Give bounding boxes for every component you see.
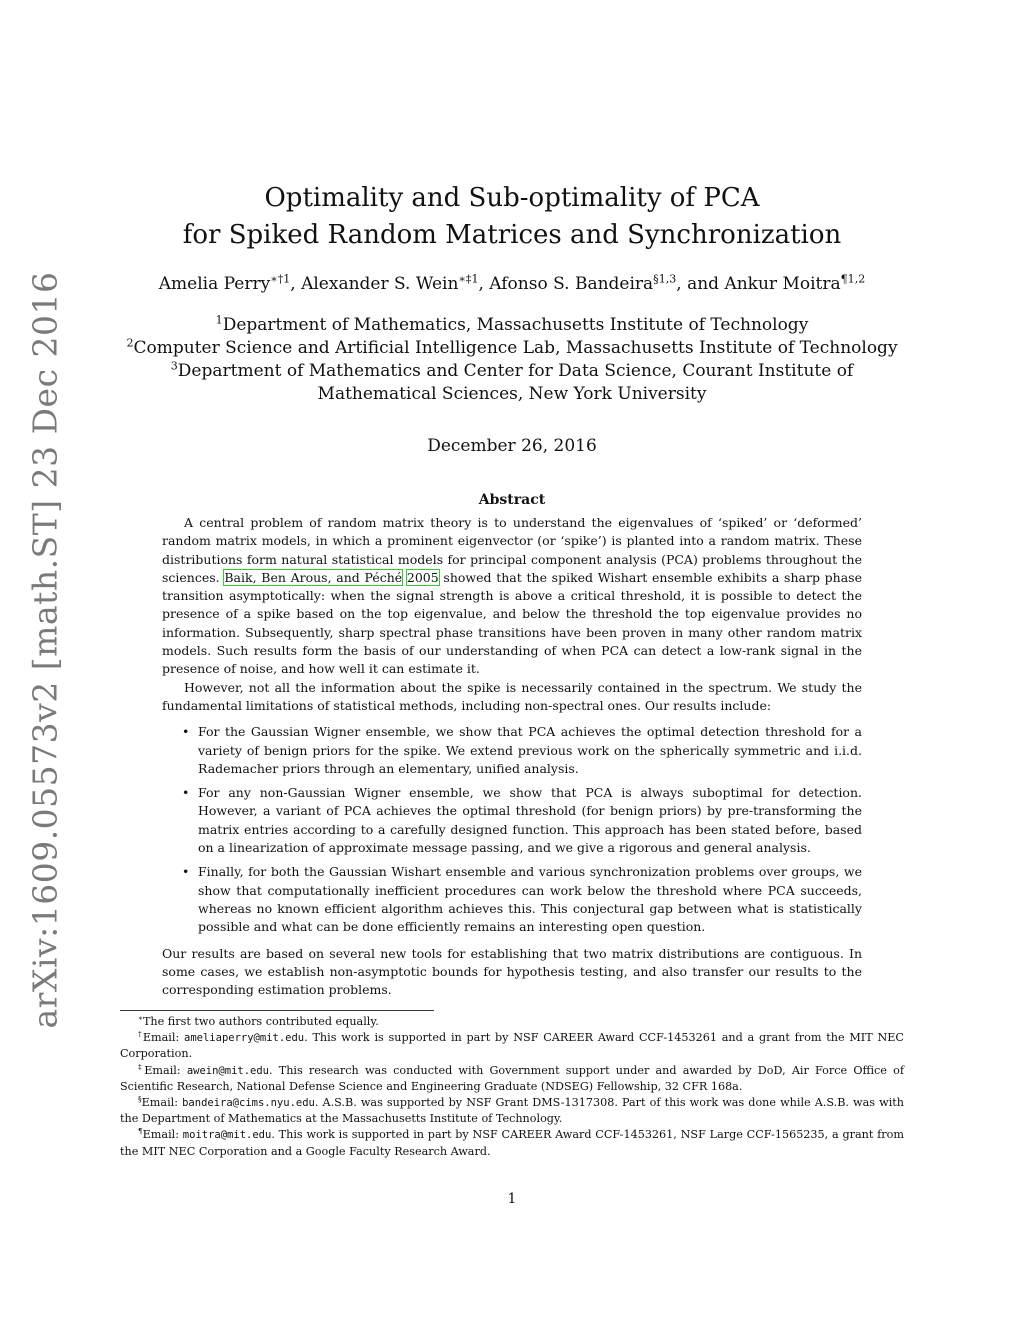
bullet-icon: •: [182, 864, 190, 880]
footnote: [120, 1127, 904, 1159]
footnote-text: Email:: [142, 1031, 185, 1045]
email-address: awein@mit.edu: [186, 1064, 270, 1077]
footnote: [120, 1030, 904, 1062]
abstract-paragraph: However, not all the information about the spike is necessarily contained in the spectrum. We study the fundamental limitations of statistical methods, including non-spectral ones. Our results include:: [162, 679, 862, 713]
title-line-1: Optimality and Sub-optimality of PCA: [264, 183, 760, 213]
affiliation-list: [0, 314, 1024, 406]
list-item: [182, 784, 862, 857]
citation-year-link[interactable]: 2005: [406, 569, 439, 585]
footnote-text: . A.S.B. was supported by NSF Grant DMS-1317308. Part of this work was done while A.S.B. was with the Department of Mathematics at the Massachusetts Institute of Technology.: [120, 1096, 904, 1126]
footnote-text: . This research was conducted with Government support under and awarded by DoD, Air Force Office of Scientific Research, National Defense Science and Engineering Graduate (NDSEG) Fellowship, 32 CFR 168a.: [120, 1063, 904, 1093]
footnote-text: . This work is supported in part by NSF CAREER Award CCF-1453261, NSF Large CCF-1565235, a grant from the MIT NEC Corporation and a Google Faculty Research Award.: [120, 1128, 904, 1158]
list-item-text: For the Gaussian Wigner ensemble, we show that PCA achieves the optimal detection threshold for a variety of benign priors for the spike. We extend previous work on the spherically symmetric and i.i.d. Rademacher priors through an elementary, unified analysis.: [198, 724, 862, 776]
email-address: bandeira@cims.nyu.edu: [182, 1097, 315, 1110]
list-item-text: For any non-Gaussian Wigner ensemble, we show that PCA is always suboptimal for detection. However, a variant of PCA achieves the optimal threshold (for benign priors) by pre-transforming the matrix entries according to a carefully designed function. This approach has been stated before, based on a linearization of approximate message passing, and we give a rigorous and general analysis.: [198, 785, 862, 856]
list-item: [182, 723, 862, 778]
footnote-mark: †: [138, 1029, 143, 1039]
bullet-icon: •: [182, 785, 190, 801]
affiliation-text: Mathematical Sciences, New York University: [317, 384, 707, 404]
author-marks: §1,3: [653, 272, 677, 286]
abstract-text: showed that the spiked Wishart ensemble exhibits a sharp phase transition asymptotically: when the signal strength is above a critical threshold, it is possible to detect the presence of a spike based on the top eigenvalue, and below the threshold the top eigenvalue provides no information. Subsequently, sharp spectral phase transitions have been proven in many other random matrix models. Such results form the basis of our understanding of when PCA can detect a low-rank signal in the presence of noise, and how well it can estimate it.: [162, 569, 862, 677]
results-list: [162, 723, 862, 936]
footnote-text: Email:: [141, 1096, 183, 1110]
affiliation-number: 2: [126, 336, 134, 350]
abstract-paragraph: [162, 514, 862, 679]
author-separator: , and: [676, 274, 725, 294]
abstract-heading: Abstract: [478, 492, 546, 508]
affiliation-number: 1: [215, 313, 223, 327]
abstract-text: A central problem of random matrix theory is to understand the eigenvalues of ‘spiked’ or ‘deformed’ random matrix models, in which a prominent eigenvector (or ‘spike’) is planted into a random matrix. These distributions form natural statistical models for principal component analysis (PCA) problems throughout the sciences.: [162, 515, 862, 585]
footnote-text: . This work is supported in part by NSF CAREER Award CCF-1453261 and a grant from the MIT NEC Corporation.: [120, 1031, 904, 1061]
footnote: [120, 1095, 904, 1127]
author-marks: ¶1,2: [840, 272, 866, 286]
author-list: [0, 274, 1024, 294]
title-line-2: for Spiked Random Matrices and Synchronization: [182, 220, 842, 250]
author-name: Alexander S. Wein: [301, 274, 459, 294]
author-marks: ∗‡1: [458, 272, 479, 286]
abstract-paragraph: Our results are based on several new tools for establishing that two matrix distributions are contiguous. In some cases, we establish non-asymptotic bounds for hypothesis testing, and also transfer our results to the corresponding estimation problems.: [162, 945, 862, 998]
footnote-text: Email:: [144, 1063, 187, 1077]
affiliation: [0, 383, 1024, 406]
footnote-mark: ∗: [138, 1013, 143, 1023]
author-name: Amelia Perry: [158, 274, 271, 294]
arxiv-identifier-stamp: arXiv:1609.05573v2 [math.ST] 23 Dec 2016: [25, 271, 65, 1029]
footnote: [120, 1063, 904, 1095]
author-name: Afonso S. Bandeira: [489, 274, 654, 294]
footnote-text: Email:: [142, 1128, 183, 1142]
footnote-mark: ¶: [138, 1126, 143, 1136]
publication-date: December 26, 2016: [427, 436, 597, 456]
footnote-text: The first two authors contributed equally.: [142, 1015, 379, 1028]
paper-title: [0, 180, 1024, 254]
affiliation-number: 3: [170, 359, 178, 373]
page-number: 1: [507, 1191, 517, 1207]
footnote-divider: [120, 1010, 434, 1011]
author-name: Ankur Moitra: [724, 274, 841, 294]
affiliation: [0, 314, 1024, 337]
list-item: [182, 863, 862, 936]
affiliation-text: Department of Mathematics, Massachusetts Institute of Technology: [222, 315, 809, 335]
footnote: [120, 1014, 904, 1030]
author-separator: ,: [478, 274, 490, 294]
citation-link[interactable]: Baik, Ben Arous, and Péché: [224, 569, 403, 585]
affiliation-text: Computer Science and Artificial Intelligence Lab, Massachusetts Institute of Technology: [133, 338, 898, 358]
abstract-body: [162, 514, 862, 999]
affiliation: [0, 360, 1024, 383]
email-address: moitra@mit.edu: [182, 1129, 272, 1142]
bullet-icon: •: [182, 724, 190, 740]
footnote-mark: §: [138, 1094, 142, 1104]
footnotes: [120, 1014, 904, 1160]
author-marks: ∗†1: [270, 272, 291, 286]
footnote-mark: ‡: [138, 1061, 145, 1071]
affiliation-text: Department of Mathematics and Center for Data Science, Courant Institute of: [177, 361, 854, 381]
author-separator: ,: [290, 274, 302, 294]
list-item-text: Finally, for both the Gaussian Wishart ensemble and various synchronization problems over groups, we show that computationally inefficient procedures can work below the threshold where PCA succeeds, whereas no known efficient algorithm achieves this. This conjectural gap between what is statistically possible and what can be done efficiently remains an interesting open question.: [198, 864, 862, 935]
affiliation: [0, 337, 1024, 360]
email-address: ameliaperry@mit.edu: [184, 1032, 305, 1045]
